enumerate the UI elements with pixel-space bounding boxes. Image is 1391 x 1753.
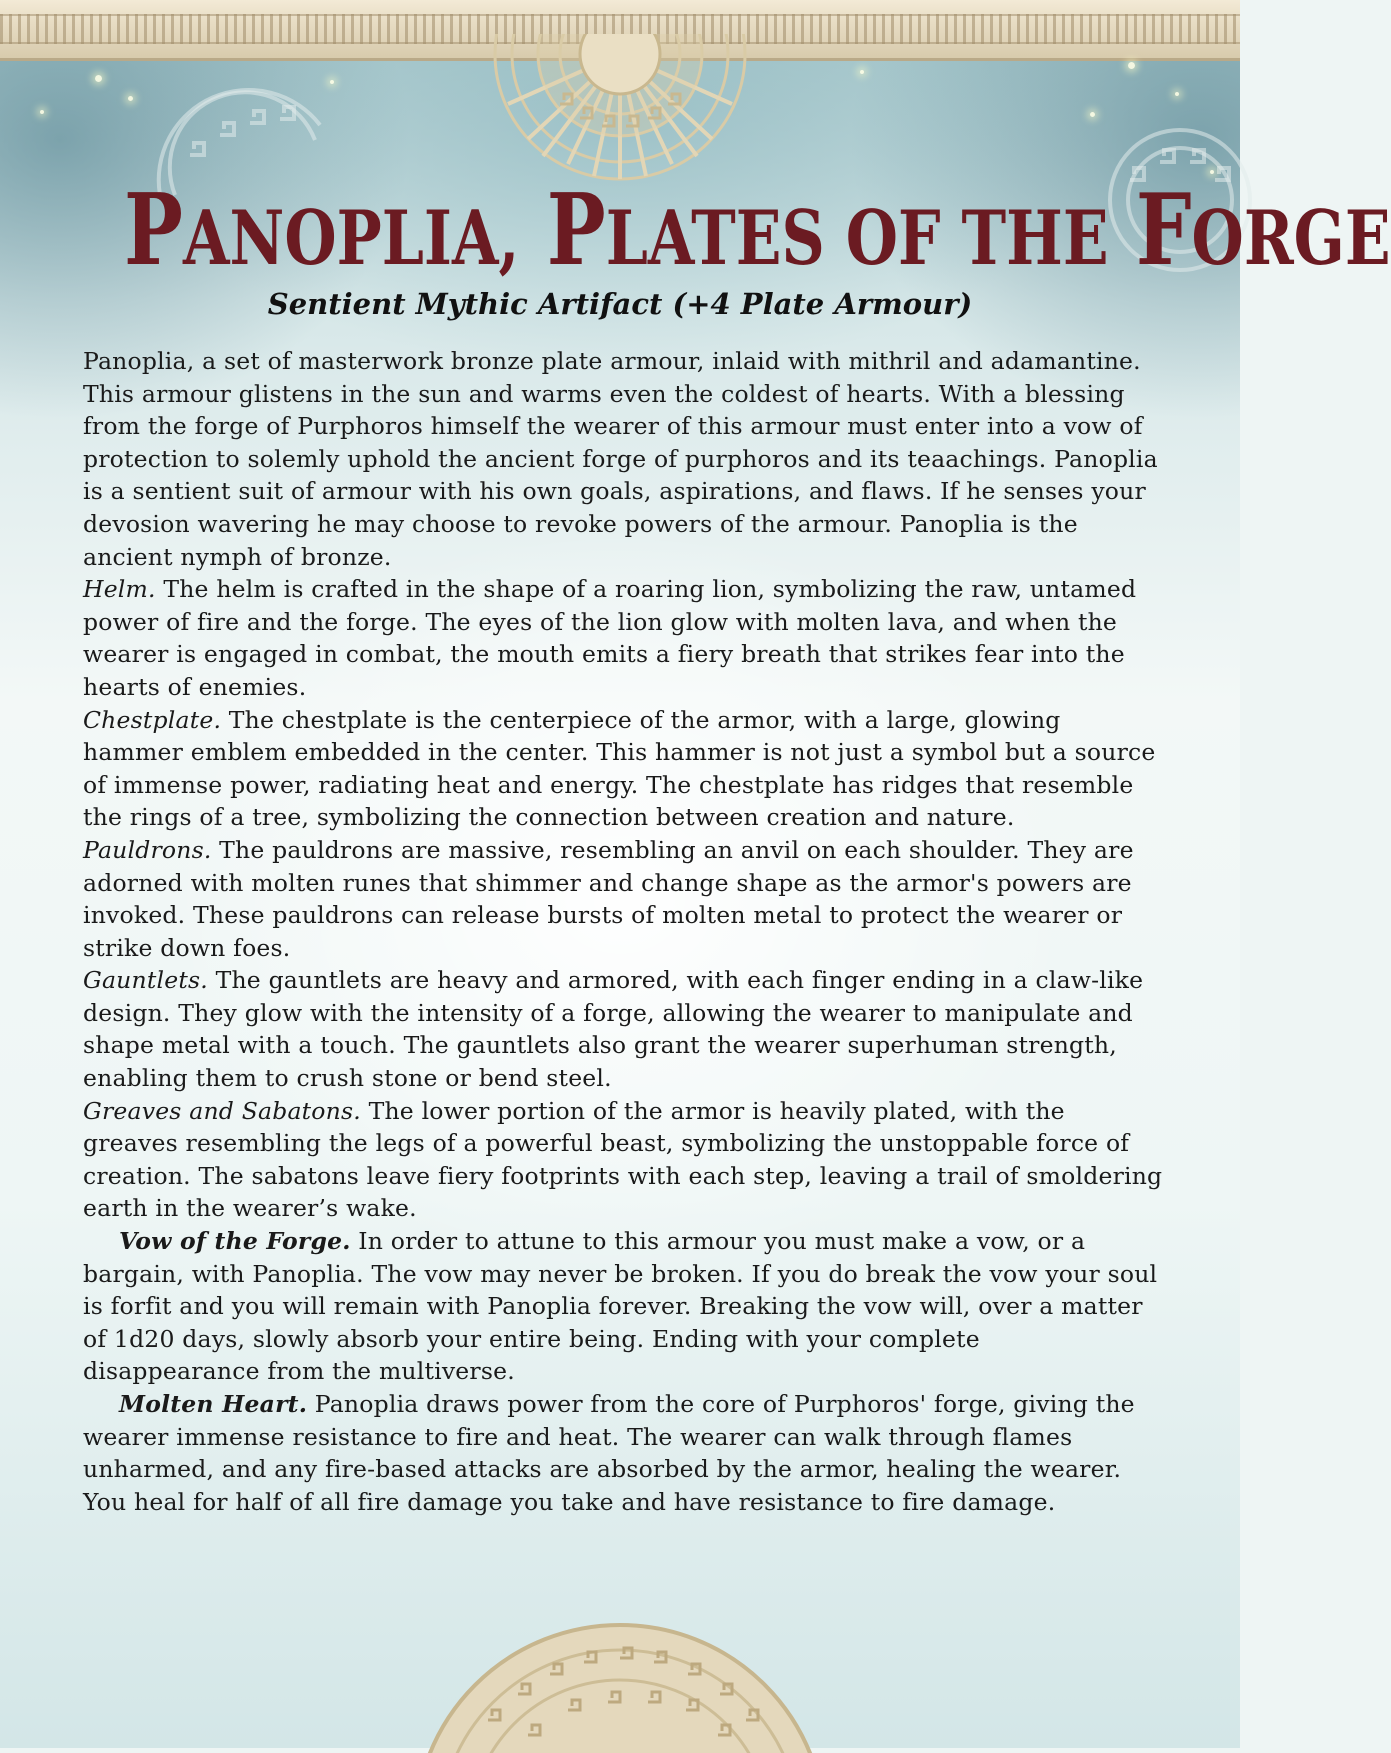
helm-label: Helm.	[83, 575, 156, 604]
pauldrons-label: Pauldrons.	[83, 835, 212, 864]
pauldrons-text: The pauldrons are massive, resembling an anvil on each shoulder. They are adorned with molten runes that shimmer and change shape as the armor's powers are invoked. These pauldrons can release bursts of molten metal to protect the wearer or strike down foes.	[83, 835, 1134, 962]
molten-heart-paragraph	[83, 1388, 1163, 1518]
gauntlets-label: Gauntlets.	[83, 966, 208, 995]
item-description	[83, 345, 1163, 1518]
chestplate-paragraph	[83, 704, 1163, 834]
molten-heart-text: Panoplia draws power from the core of Purphoros' forge, giving the wearer immense resistance to fire and heat. The wearer can walk through flames unharmed, and any fire-based attacks are absorbed by the armor, healing the wearer. You heal for half of all fire damage you take and have resistance to fire damage.	[83, 1390, 1135, 1516]
vow-label: Vow of the Forge.	[119, 1227, 351, 1256]
title-word-1: ANOPLIA,	[182, 194, 520, 282]
greaves-paragraph	[83, 1095, 1163, 1225]
gauntlets-paragraph	[83, 964, 1163, 1094]
title-letter-2: P	[546, 173, 606, 288]
sun-medallion-icon	[468, 34, 772, 182]
bottom-medallion-ornament	[428, 1610, 812, 1748]
vow-text: In order to attune to this armour you must make a vow, or a bargain, with Panoplia. The vow may never be broken. If you do break the vow your soul is forfit and you will remain with Panoplia forever. Breaking the vow will, over a matter of 1d20 days, slowly absorb your entire being. Ending with your complete disappearance from the multiverse.	[83, 1227, 1158, 1386]
molten-heart-label: Molten Heart.	[119, 1390, 308, 1418]
page-title	[124, 173, 1391, 293]
intro-paragraph: Panoplia, a set of masterwork bronze plate armour, inlaid with mithril and adamantine. This armour glistens in the sun and warms even the coldest of hearts. With a blessing from the forge of Purphoros himself the wearer of this armour must enter into a vow of protection to solemly uphold the ancient forge of purphoros and its teaachings. Panoplia is a sentient suit of armour with his own goals, aspirations, and flaws. If he senses your devosion wavering he may choose to revoke powers of the armour. Panoplia is the ancient nymph of bronze.	[83, 347, 1158, 571]
bottom-medallion-icon	[428, 1610, 812, 1748]
helm-paragraph	[83, 573, 1163, 703]
greaves-text: The lower portion of the armor is heavily plated, with the greaves resembling the legs of a powerful beast, symbolizing the unstoppable force of creation. The sabatons leave fiery footprints with each step, leaving a trail of smoldering earth in the wearer’s wake.	[83, 1096, 1163, 1223]
vow-paragraph	[83, 1225, 1163, 1388]
title-letter-3: F	[1135, 173, 1192, 288]
item-subtitle: Sentient Mythic Artifact (+4 Plate Armour)	[267, 287, 973, 321]
gauntlets-text: The gauntlets are heavy and armored, with each finger ending in a claw-like design. They glow with the intensity of a forge, allowing the wearer to manipulate and shape metal with a touch. The gauntlets also grant the wearer superhuman strength, enabling them to crush stone or bend steel.	[83, 966, 1144, 1093]
greaves-label: Greaves and Sabatons.	[83, 1096, 361, 1125]
chestplate-label: Chestplate.	[83, 705, 222, 734]
title-word-3: ORGE	[1191, 194, 1391, 282]
pauldrons-paragraph	[83, 834, 1163, 964]
top-medallion-ornament	[468, 34, 772, 182]
title-word-2: LATES OF THE	[605, 194, 1109, 282]
helm-text: The helm is crafted in the shape of a roaring lion, symbolizing the raw, untamed power of fire and the forge. The eyes of the lion glow with molten lava, and when the wearer is engaged in combat, the mouth emits a fiery breath that strikes fear into the hearts of enemies.	[83, 575, 1137, 701]
title-letter-1: P	[124, 173, 183, 288]
chestplate-text: The chestplate is the centerpiece of the armor, with a large, glowing hammer emblem embedded in the center. This hammer is not just a symbol but a source of immense power, radiating heat and energy. The chestplate has ridges that resemble the rings of a tree, symbolizing the connection between creation and nature.	[83, 705, 1156, 832]
